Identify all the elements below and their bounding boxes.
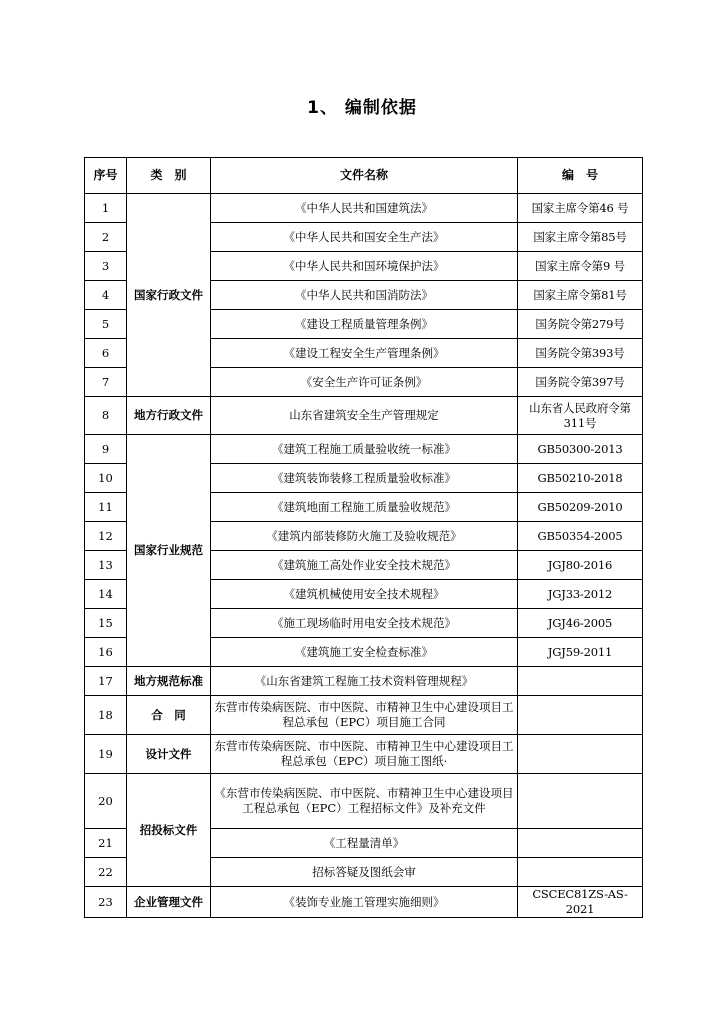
document-name: 《建筑施工安全检查标准》 <box>211 638 518 667</box>
row-number: 18 <box>85 696 127 735</box>
row-number: 2 <box>85 223 127 252</box>
header-code: 编 号 <box>518 158 643 194</box>
document-code: 山东省人民政府令第311号 <box>518 397 643 435</box>
category-cell: 合 同 <box>127 696 211 735</box>
document-code <box>518 735 643 774</box>
table-row <box>85 774 643 829</box>
category-cell: 设计文件 <box>127 735 211 774</box>
document-code <box>518 829 643 858</box>
row-number: 7 <box>85 368 127 397</box>
category-cell: 地方规范标准 <box>127 667 211 696</box>
document-code <box>518 667 643 696</box>
document-name: 《建筑机械使用安全技术规程》 <box>211 580 518 609</box>
document-name: 东营市传染病医院、市中医院、市精神卫生中心建设项目工程总承包（EPC）项目施工合同 <box>211 696 518 735</box>
row-number: 16 <box>85 638 127 667</box>
document-name: 《建设工程质量管理条例》 <box>211 310 518 339</box>
document-code: CSCEC81ZS-AS-2021 <box>518 887 643 918</box>
document-name: 《安全生产许可证条例》 <box>211 368 518 397</box>
document-code: JGJ46-2005 <box>518 609 643 638</box>
document-code: 国家主席令第85号 <box>518 223 643 252</box>
page-title: 1、 编制依据 <box>307 98 417 118</box>
row-number: 13 <box>85 551 127 580</box>
document-name: 《建设工程安全生产管理条例》 <box>211 339 518 368</box>
document-code: GB50209-2010 <box>518 493 643 522</box>
table-row <box>85 735 643 774</box>
document-name: 《山东省建筑工程施工技术资料管理规程》 <box>211 667 518 696</box>
document-name: 东营市传染病医院、市中医院、市精神卫生中心建设项目工程总承包（EPC）项目施工图纸· <box>211 735 518 774</box>
table-row <box>85 667 643 696</box>
row-number: 8 <box>85 397 127 435</box>
row-number: 12 <box>85 522 127 551</box>
category-cell: 国家行业规范 <box>127 435 211 667</box>
document-name: 《中华人民共和国建筑法》 <box>211 194 518 223</box>
document-code <box>518 696 643 735</box>
row-number: 22 <box>85 858 127 887</box>
table-row <box>85 397 643 435</box>
row-number: 4 <box>85 281 127 310</box>
category-cell: 国家行政文件 <box>127 194 211 397</box>
row-number: 3 <box>85 252 127 281</box>
row-number: 11 <box>85 493 127 522</box>
document-code: 国家主席令第9 号 <box>518 252 643 281</box>
document-name: 《施工现场临时用电安全技术规范》 <box>211 609 518 638</box>
document-name: 《工程量清单》 <box>211 829 518 858</box>
row-number: 5 <box>85 310 127 339</box>
document-name: 招标答疑及图纸会审 <box>211 858 518 887</box>
basis-table <box>84 157 643 918</box>
table-row <box>85 887 643 918</box>
document-name: 《建筑装饰装修工程质量验收标准》 <box>211 464 518 493</box>
document-code: GB50300-2013 <box>518 435 643 464</box>
document-code <box>518 774 643 829</box>
header-category: 类 别 <box>127 158 211 194</box>
table-header-row <box>85 158 643 194</box>
document-name: 《建筑施工高处作业安全技术规范》 <box>211 551 518 580</box>
document-code: JGJ59-2011 <box>518 638 643 667</box>
document-code: JGJ80-2016 <box>518 551 643 580</box>
document-code: GB50354-2005 <box>518 522 643 551</box>
document-name: 《建筑地面工程施工质量验收规范》 <box>211 493 518 522</box>
row-number: 14 <box>85 580 127 609</box>
row-number: 19 <box>85 735 127 774</box>
document-name: 山东省建筑安全生产管理规定 <box>211 397 518 435</box>
document-name: 《中华人民共和国环境保护法》 <box>211 252 518 281</box>
header-document-name: 文件名称 <box>211 158 518 194</box>
document-name: 《中华人民共和国消防法》 <box>211 281 518 310</box>
row-number: 20 <box>85 774 127 829</box>
document-name: 《建筑内部装修防火施工及验收规范》 <box>211 522 518 551</box>
document-code: GB50210-2018 <box>518 464 643 493</box>
document-code: 国务院令第397号 <box>518 368 643 397</box>
header-number: 序号 <box>85 158 127 194</box>
table-row <box>85 435 643 464</box>
document-code: 国务院令第393号 <box>518 339 643 368</box>
row-number: 1 <box>85 194 127 223</box>
category-cell: 地方行政文件 <box>127 397 211 435</box>
document-name: 《中华人民共和国安全生产法》 <box>211 223 518 252</box>
document-code: 国家主席令第81号 <box>518 281 643 310</box>
table-row <box>85 696 643 735</box>
row-number: 23 <box>85 887 127 918</box>
document-name: 《建筑工程施工质量验收统一标准》 <box>211 435 518 464</box>
row-number: 15 <box>85 609 127 638</box>
document-code <box>518 858 643 887</box>
category-cell: 企业管理文件 <box>127 887 211 918</box>
row-number: 6 <box>85 339 127 368</box>
row-number: 21 <box>85 829 127 858</box>
document-code: 国家主席令第46 号 <box>518 194 643 223</box>
category-cell: 招投标文件 <box>127 774 211 887</box>
row-number: 9 <box>85 435 127 464</box>
document-name: 《装饰专业施工管理实施细则》 <box>211 887 518 918</box>
document-code: JGJ33-2012 <box>518 580 643 609</box>
row-number: 17 <box>85 667 127 696</box>
table-row <box>85 194 643 223</box>
row-number: 10 <box>85 464 127 493</box>
document-code: 国务院令第279号 <box>518 310 643 339</box>
document-name: 《东营市传染病医院、市中医院、市精神卫生中心建设项目工程总承包（EPC）工程招标文件》及补充文件 <box>211 774 518 829</box>
